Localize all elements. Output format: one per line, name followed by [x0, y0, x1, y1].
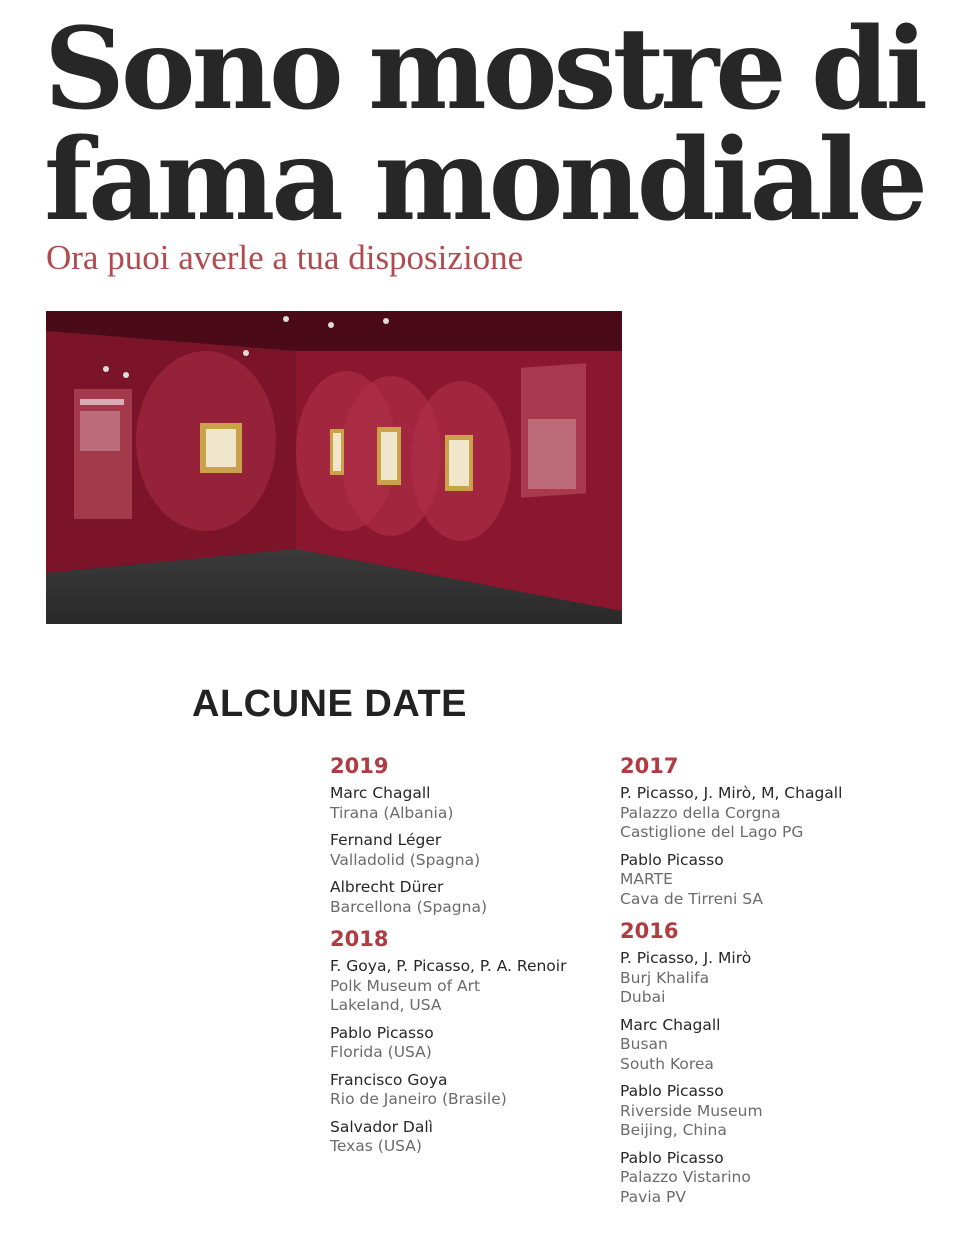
subtitle: Ora puoi averle a tua disposizione — [46, 238, 524, 277]
exhibition-location: Tirana (Albania) — [330, 803, 454, 822]
year-group — [620, 917, 940, 1207]
artist-name: Marc Chagall — [620, 1015, 721, 1034]
dates-column-left — [330, 752, 610, 1165]
artist-name: Marc Chagall — [330, 784, 431, 802]
exhibition-location: Busan — [620, 1035, 668, 1053]
exhibition-location: Palazzo della Corgna — [620, 803, 781, 822]
artist-name: Francisco Goya — [330, 1070, 448, 1089]
exhibition-location: Burj Khalifa — [620, 968, 710, 987]
artist-name: Pablo Picasso — [620, 1082, 724, 1100]
exhibition-entry — [330, 1024, 610, 1063]
exhibition-location: Florida (USA) — [330, 1043, 432, 1061]
artist-name: Pablo Picasso — [330, 1023, 434, 1042]
year-group — [330, 925, 610, 1157]
exhibition-entry — [330, 878, 610, 917]
exhibition-location: Palazzo Vistarino — [620, 1168, 751, 1186]
exhibition-location: Texas (USA) — [330, 1137, 422, 1155]
exhibition-entry — [330, 831, 610, 870]
section-title: ALCUNE DATE — [192, 683, 468, 725]
exhibition-location: Cava de Tirreni SA — [620, 889, 763, 908]
exhibition-location: Dubai — [620, 988, 666, 1006]
headline-word: fama — [44, 115, 340, 246]
exhibition-entry — [330, 784, 610, 823]
artist-name: Salvador Dalì — [330, 1117, 433, 1136]
artist-name: Fernand Léger — [330, 831, 442, 849]
year-heading: 2019 — [330, 754, 389, 778]
year-heading: 2017 — [620, 754, 679, 778]
headline — [44, 4, 924, 246]
exhibition-location: Barcellona (Spagna) — [330, 897, 487, 916]
artist-name: Pablo Picasso — [620, 1148, 724, 1167]
artist-name: F. Goya, P. Picasso, P. A. Renoir — [330, 957, 567, 975]
dates-column-right — [620, 752, 940, 1215]
artist-name: Pablo Picasso — [620, 850, 724, 869]
exhibition-entry — [620, 1016, 940, 1075]
artist-name: P. Picasso, J. Mirò, M, Chagall — [620, 784, 843, 802]
exhibition-location: Polk Museum of Art — [330, 976, 481, 995]
exhibition-location: Beijing, China — [620, 1121, 727, 1139]
artist-name: P. Picasso, J. Mirò — [620, 949, 752, 967]
headline-word: di — [811, 4, 924, 135]
exhibition-location: Valladolid (Spagna) — [330, 850, 481, 869]
exhibition-location: Pavia PV — [620, 1187, 687, 1206]
headline-word: mondiale — [374, 115, 924, 246]
artist-name: Albrecht Dürer — [330, 878, 444, 896]
exhibition-location: Castiglione del Lago PG — [620, 823, 804, 841]
exhibition-entry — [620, 851, 940, 910]
exhibition-entry — [620, 1149, 940, 1208]
headline-line-2 — [44, 115, 924, 246]
exhibition-location: Riverside Museum — [620, 1101, 763, 1120]
exhibition-entry — [620, 784, 940, 843]
headline-line-1 — [44, 4, 924, 135]
exhibition-entry — [330, 1071, 610, 1110]
year-heading: 2018 — [330, 927, 389, 951]
year-group — [620, 752, 940, 909]
gallery-photo — [46, 311, 622, 624]
exhibition-location: MARTE — [620, 870, 673, 888]
exhibition-location: Lakeland, USA — [330, 996, 442, 1014]
exhibition-location: Rio de Janeiro (Brasile) — [330, 1090, 507, 1108]
year-group — [330, 752, 610, 917]
exhibition-entry — [620, 949, 940, 1008]
year-heading: 2016 — [620, 919, 679, 943]
exhibition-entry — [620, 1082, 940, 1141]
exhibition-entry — [330, 1118, 610, 1157]
exhibition-entry — [330, 957, 610, 1016]
exhibition-location: South Korea — [620, 1054, 714, 1073]
headline-word: Sono — [44, 4, 340, 135]
headline-word: mostre — [368, 4, 783, 135]
